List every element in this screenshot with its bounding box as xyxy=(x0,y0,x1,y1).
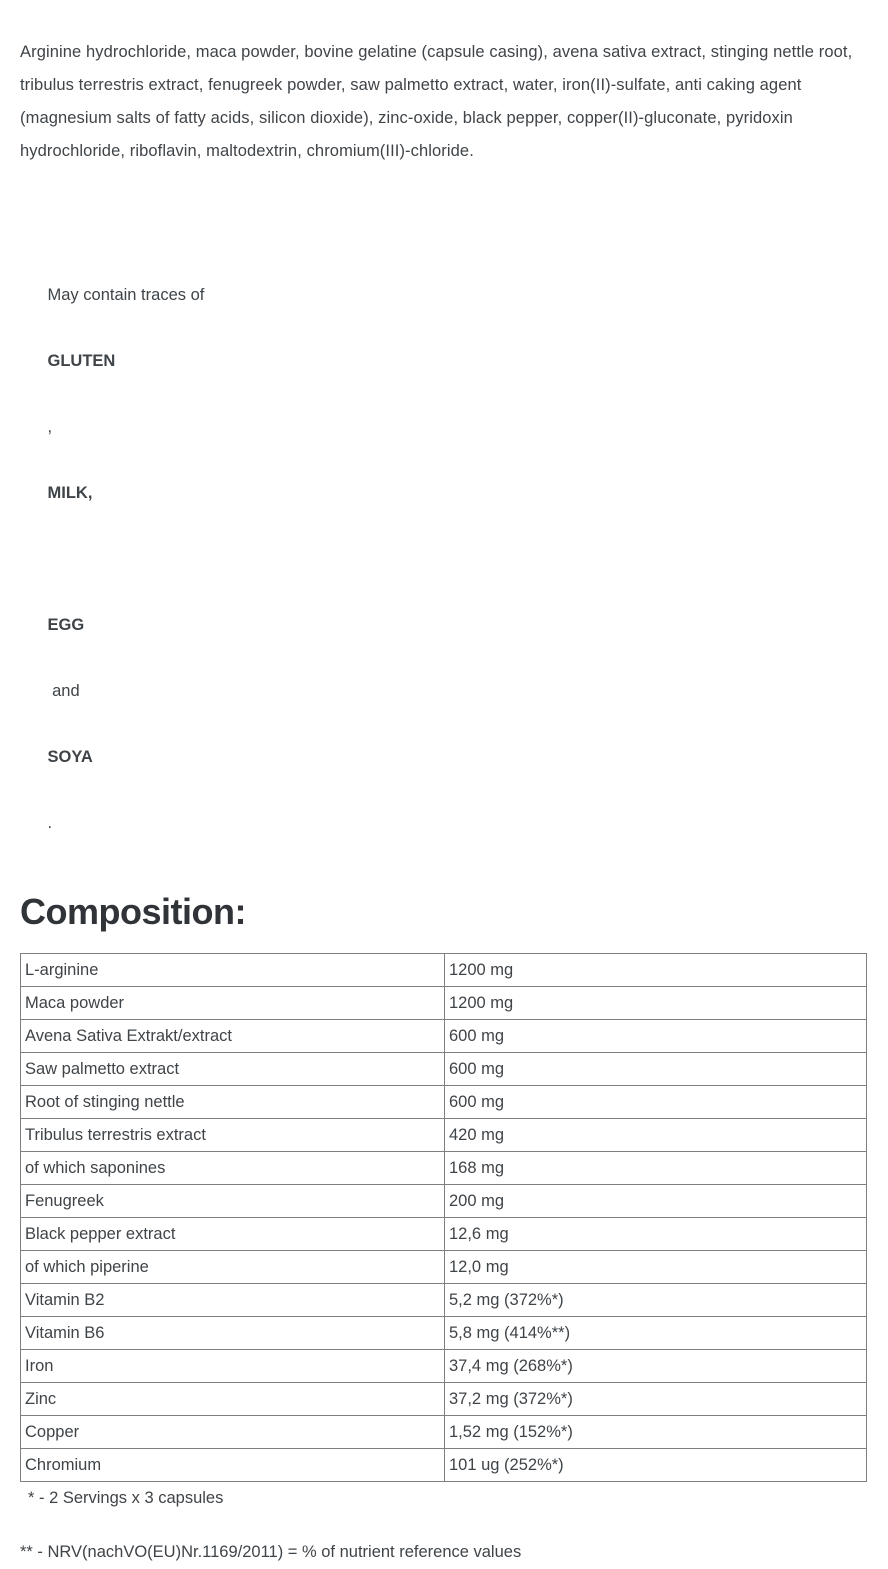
ingredients-paragraph: Arginine hydrochloride, maca powder, bovine gelatine (capsule casing), avena sativa extract, stinging nettle root, tribulus terrestris extract, fenugreek powder, saw palmetto extract, water, iron(II)-sulfate, anti caking agent (magnesium salts of fatty acids, silicon dioxide), zinc-oxide, black pepper, copper(II)-gluconate, pyridoxin hydrochloride, riboflavin, maltodextrin, chromium(III)-chloride. xyxy=(20,43,853,160)
ingredient-amount-cell: 420 mg xyxy=(445,1119,867,1152)
allergen-notice-segment: , xyxy=(47,418,57,436)
ingredient-name-cell: Tribulus terrestris extract xyxy=(21,1119,445,1152)
ingredient-amount-cell: 168 mg xyxy=(445,1152,867,1185)
ingredient-amount-cell: 600 mg xyxy=(445,1086,867,1119)
ingredient-amount-cell: 1200 mg xyxy=(445,987,867,1020)
ingredient-name-cell: Saw palmetto extract xyxy=(21,1053,445,1086)
composition-table xyxy=(20,953,867,1482)
ingredient-amount-cell: 37,2 mg (372%*) xyxy=(445,1383,867,1416)
ingredient-name-cell: Fenugreek xyxy=(21,1185,445,1218)
table-row xyxy=(21,1416,867,1449)
allergen-notice-segment: and xyxy=(47,682,85,700)
allergen-notice-segment: SOYA xyxy=(47,748,93,766)
table-row xyxy=(21,1284,867,1317)
ingredient-name-cell: Copper xyxy=(21,1416,445,1449)
footnote-servings: * - 2 Servings x 3 capsules xyxy=(28,1489,224,1507)
ingredient-name-cell: Root of stinging nettle xyxy=(21,1086,445,1119)
table-row xyxy=(21,1185,867,1218)
table-row xyxy=(21,1350,867,1383)
ingredient-name-cell: Maca powder xyxy=(21,987,445,1020)
ingredient-name-cell: Vitamin B2 xyxy=(21,1284,445,1317)
allergen-notice-segment xyxy=(48,550,53,568)
table-row xyxy=(21,954,867,987)
table-row xyxy=(21,1218,867,1251)
table-row xyxy=(21,1053,867,1086)
allergen-notice-segment: GLUTEN xyxy=(47,352,116,370)
ingredient-amount-cell: 600 mg xyxy=(445,1053,867,1086)
ingredient-amount-cell: 1,52 mg (152%*) xyxy=(445,1416,867,1449)
ingredient-name-cell: Zinc xyxy=(21,1383,445,1416)
table-row xyxy=(21,1317,867,1350)
ingredient-amount-cell: 5,8 mg (414%**) xyxy=(445,1317,867,1350)
composition-table-body xyxy=(21,954,867,1482)
table-row xyxy=(21,1152,867,1185)
ingredient-name-cell: Vitamin B6 xyxy=(21,1317,445,1350)
ingredient-amount-cell: 200 mg xyxy=(445,1185,867,1218)
allergen-notice-segment: EGG xyxy=(47,616,85,634)
table-row xyxy=(21,987,867,1020)
table-row xyxy=(21,1383,867,1416)
ingredient-amount-cell: 1200 mg xyxy=(445,954,867,987)
ingredient-amount-cell: 12,6 mg xyxy=(445,1218,867,1251)
table-row xyxy=(21,1251,867,1284)
ingredient-name-cell: Avena Sativa Extrakt/extract xyxy=(21,1020,445,1053)
ingredient-amount-cell: 12,0 mg xyxy=(445,1251,867,1284)
ingredient-name-cell: Black pepper extract xyxy=(21,1218,445,1251)
allergen-notice-segment: . xyxy=(47,814,53,832)
allergen-notice xyxy=(20,180,866,873)
allergen-notice-segment: May contain traces of xyxy=(47,286,209,304)
ingredient-name-cell: of which saponines xyxy=(21,1152,445,1185)
ingredient-amount-cell: 37,4 mg (268%*) xyxy=(445,1350,867,1383)
ingredient-amount-cell: 600 mg xyxy=(445,1020,867,1053)
table-row xyxy=(21,1119,867,1152)
ingredient-name-cell: Chromium xyxy=(21,1449,445,1482)
footnote-nrv: ** - NRV(nachVO(EU)Nr.1169/2011) = % of nutrient reference values xyxy=(20,1543,522,1561)
ingredient-name-cell: of which piperine xyxy=(21,1251,445,1284)
table-row xyxy=(21,1449,867,1482)
composition-heading: Composition: xyxy=(20,891,246,932)
ingredient-name-cell: Iron xyxy=(21,1350,445,1383)
ingredient-amount-cell: 101 ug (252%*) xyxy=(445,1449,867,1482)
ingredient-amount-cell: 5,2 mg (372%*) xyxy=(445,1284,867,1317)
table-row xyxy=(21,1020,867,1053)
allergen-notice-segment: MILK, xyxy=(47,484,93,502)
ingredient-name-cell: L-arginine xyxy=(21,954,445,987)
table-row xyxy=(21,1086,867,1119)
